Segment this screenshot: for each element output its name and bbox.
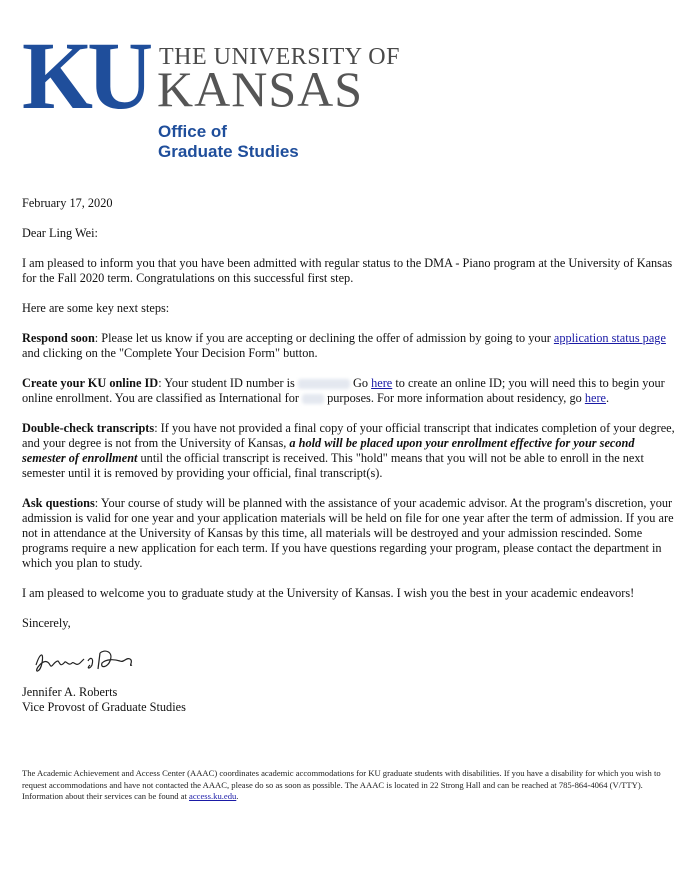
transcripts-paragraph [22,421,677,481]
respond-paragraph [22,331,677,361]
respond-text-before: : Please let us know if you are accepting or declining the offer of admission by going to your [94,331,554,345]
residency-link[interactable]: here [584,391,607,405]
create-id-heading: Create your KU online ID [22,376,159,390]
redacted-word [302,394,324,404]
salutation: Dear Ling Wei: [22,226,98,240]
office-line2: Graduate Studies [158,142,299,161]
footer-note [22,768,672,803]
letterhead [22,22,400,168]
ku-logo-mark: KU [22,22,148,129]
application-status-link[interactable]: application status page [553,331,666,345]
letter-body [22,196,677,715]
office-line1: Office of [158,122,227,141]
signatory-title: Vice Provost of Graduate Studies [22,700,186,714]
footer-text-end: . [236,791,239,801]
create-id-text1: : Your student ID number is [158,376,298,390]
transcripts-text2: until the official transcript is received. This "hold" means that you will not be able to enroll in the next semester until it is removed by providing your official, final transcript(s). [22,451,644,480]
questions-heading: Ask questions [22,496,95,510]
transcripts-heading: Double-check transcripts [22,421,155,435]
create-id-text2: Go [349,376,372,390]
next-steps-line: Here are some key next steps: [22,301,170,315]
respond-heading: Respond soon [22,331,95,345]
respond-text-after: and clicking on the "Complete Your Decision Form" button. [22,346,318,360]
create-id-text3: to create an online ID; you will need this to begin your online enrollment. You are classified as International for [22,376,665,405]
office-name [158,122,299,162]
redacted-student-id [298,379,350,389]
create-id-text4: purposes. For more information about residency, go [324,391,585,405]
questions-text: : Your course of study will be planned with the assistance of your academic advisor. At the program's discretion, your admission is valid for one year and your application materials will be held on file for one year after the term of admission. If you are not in attendance at the University of Kansas by this time, all materials will be destroyed and your admission rescinded. Some programs require a new application for each term. If you have questions regarding your program, please contact the department in which you plan to study. [22,496,674,570]
access-ku-link[interactable]: access.ku.edu [189,791,237,801]
create-id-text5: . [606,391,610,405]
transcripts-emphasis: a hold will be placed upon your enrollment effective for your second semester of enrollment [22,436,635,465]
letter-date: February 17, 2020 [22,196,113,210]
university-name-line2: KANSAS [157,61,364,117]
questions-paragraph [22,496,677,571]
university-name-line1: THE UNIVERSITY OF [159,44,400,70]
intro-paragraph: I am pleased to inform you that you have been admitted with regular status to the DMA - Piano program at the University of Kansas for the Fall 2020 term. Congratulations on this successful first step. [22,256,673,285]
transcripts-text1: : If you have not provided a final copy of your official transcript that indicates completion of your degree, and your degree is not from the University of Kansas, [22,421,675,450]
closing: Sincerely, [22,616,71,630]
online-id-link[interactable]: here [371,376,393,390]
create-id-paragraph [22,376,677,406]
handwritten-signature [30,639,140,679]
welcome-paragraph: I am pleased to welcome you to graduate study at the University of Kansas. I wish you the best in your academic endeavors! [22,586,635,600]
signatory-name: Jennifer A. Roberts [22,685,118,699]
footer-text: The Academic Achievement and Access Center (AAAC) coordinates academic accommodations for KU graduate students with disabilities. If you have a disability for which you wish to request accommodations and have not contacted the AAAC, please do so as soon as possible. The AAAC is located in 22 Strong Hall and can be reached at 785-864-4064 (V/TTY). Information about their services can be found at [22,768,661,801]
signature-area [22,631,677,685]
